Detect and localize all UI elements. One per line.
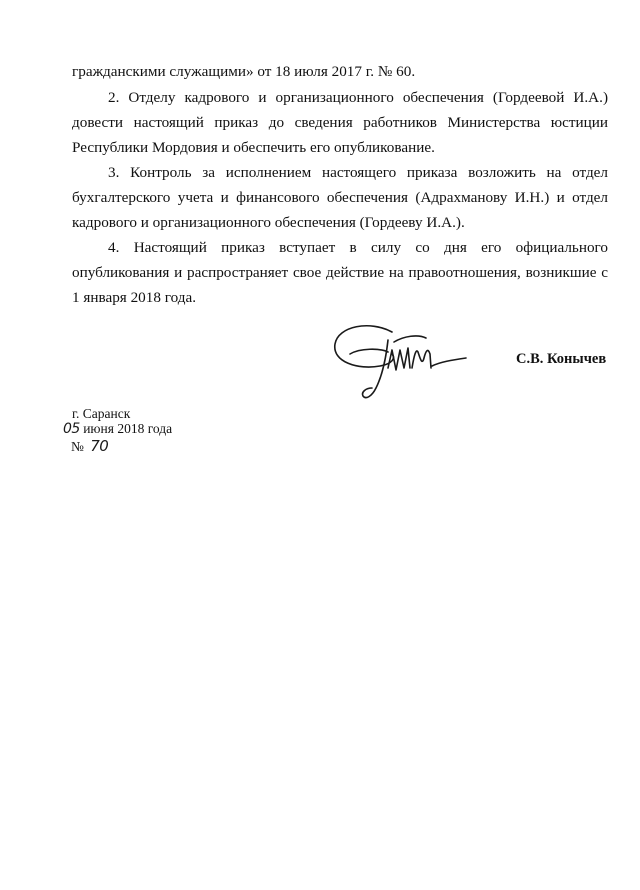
handwritten-signature <box>330 318 470 408</box>
handwritten-day: 05 <box>63 421 80 437</box>
place-of-issue: г. Саранск <box>72 406 131 421</box>
signer-name: С.В. Конычев <box>516 351 607 367</box>
handwritten-number: 70 <box>90 437 109 455</box>
number-sign: № <box>71 439 84 454</box>
paragraph-item-2: 2. Отделу кадрового и организационного обеспечения (Гордеевой И.А.) довести настоящий приказ до сведения работников Министерства юстиции Республики Мордовия и обеспечить его опубликование. <box>72 89 608 156</box>
issue-date <box>63 421 172 437</box>
order-number <box>71 437 108 456</box>
paragraph-item-4: 4. Настоящий приказ вступает в силу со дня его официального опубликования и распространяет свое действие на правоотношения, возникшие с 1 января 2018 года. <box>72 239 608 306</box>
paragraph-continuation: гражданскими служащими» от 18 июля 2017 г. № 60. <box>72 63 416 80</box>
paragraph-item-3: 3. Контроль за исполнением настоящего приказа возложить на отдел бухгалтерского учета и финансового обеспечения (Адрахманову И.Н.) и отдел кадрового и организационного обеспечения (Гордееву И.А.). <box>72 164 608 231</box>
date-month-year: июня 2018 года <box>83 421 173 436</box>
